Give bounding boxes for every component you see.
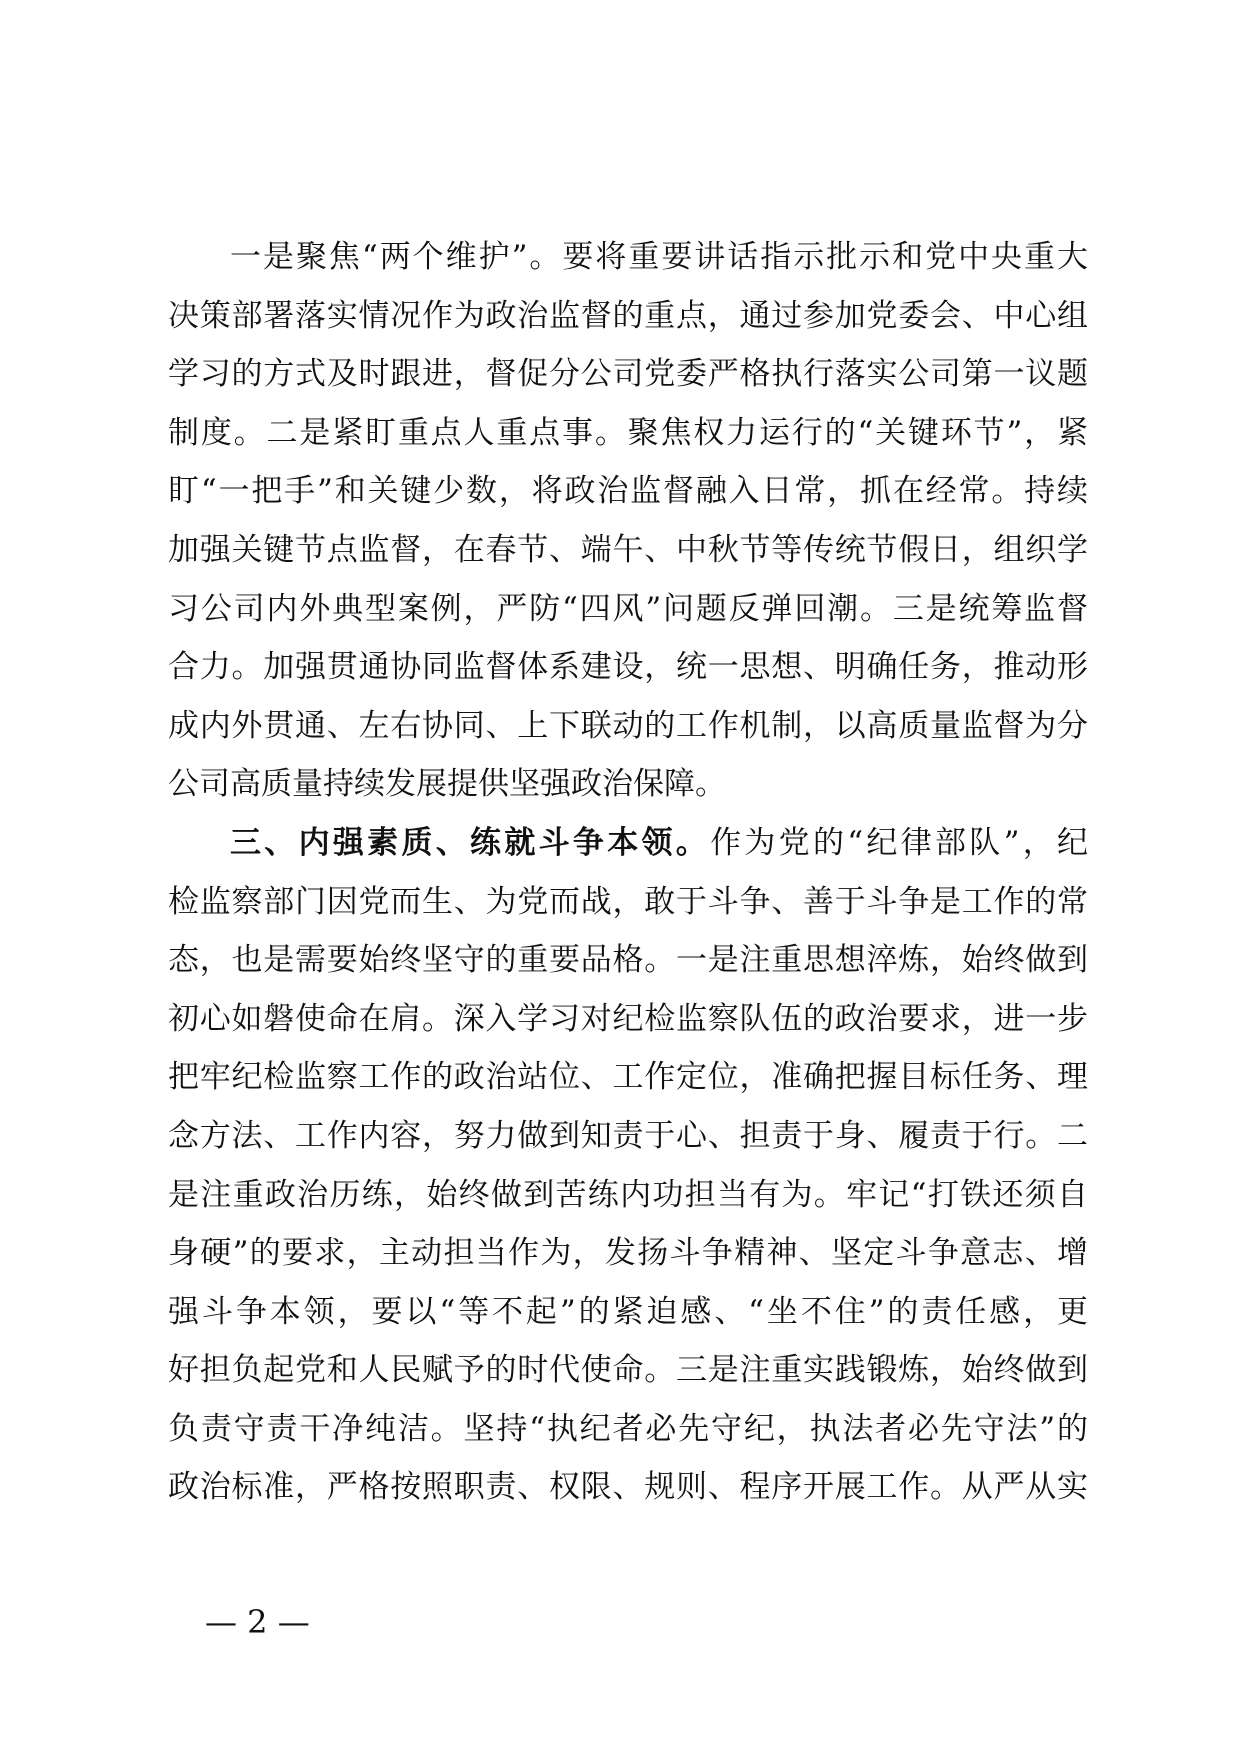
paragraph-2 <box>168 814 1088 1517</box>
text-line: 负责守责干净纯洁。坚持“执纪者必先守纪，执法者必先守法”的 <box>168 1410 1088 1447</box>
text-line: 盯“一把手”和关键少数，将政治监督融入日常，抓在经常。持续 <box>168 473 1088 510</box>
text-line: 合力。加强贯通协同监督体系建设，统一思想、明确任务，推动形 <box>168 649 1088 686</box>
text-line: 身硬”的要求，主动担当作为，发扬斗争精神、坚定斗争意志、增 <box>168 1235 1088 1272</box>
text-line: 态，也是需要始终坚守的重要品格。一是注重思想淬炼，始终做到 <box>168 942 1088 979</box>
section-heading: 三、内强素质、练就斗争本领。 <box>230 824 711 861</box>
text-line: 一是聚焦“两个维护”。要将重要讲话指示批示和党中央重大 <box>230 239 1088 275</box>
text-line: 强斗争本领，要以“等不起”的紧迫感、“坐不住”的责任感，更 <box>168 1293 1088 1330</box>
text-line: 念方法、工作内容，努力做到知责于心、担责于身、履责于行。二 <box>168 1117 1088 1154</box>
text-line: 制度。二是紧盯重点人重点事。聚焦权力运行的“关键环节”，紧 <box>168 414 1088 451</box>
heading-line-rest: 作为党的“纪律部队”，纪 <box>710 824 1088 861</box>
text-line: 是注重政治历练，始终做到苦练内功担当有为。牢记“打铁还须自 <box>168 1176 1088 1213</box>
text-line <box>168 814 1088 873</box>
text-line: 决策部署落实情况作为政治监督的重点，通过参加党委会、中心组 <box>168 297 1088 334</box>
text-line: 初心如磐使命在肩。深入学习对纪检监察队伍的政治要求，进一步 <box>168 1000 1088 1037</box>
text-line: 加强关键节点监督，在春节、端午、中秋节等传统节假日，组织学 <box>168 531 1088 568</box>
text-line: 政治标准，严格按照职责、权限、规则、程序开展工作。从严从实 <box>168 1469 1088 1506</box>
text-line: 学习的方式及时跟进，督促分公司党委严格执行落实公司第一议题 <box>168 356 1088 393</box>
text-line: 把牢纪检监察工作的政治站位、工作定位，准确把握目标任务、理 <box>168 1059 1088 1096</box>
page-number: — 2 — <box>205 1603 310 1641</box>
text-line: 公司高质量持续发展提供坚强政治保障。 <box>168 766 726 803</box>
body-text <box>168 228 1088 1517</box>
text-line: 好担负起党和人民赋予的时代使命。三是注重实践锻炼，始终做到 <box>168 1352 1088 1389</box>
text-line: 习公司内外典型案例，严防“四风”问题反弹回潮。三是统筹监督 <box>168 590 1088 627</box>
text-line: 检监察部门因党而生、为党而战，敢于斗争、善于斗争是工作的常 <box>168 883 1088 920</box>
paragraph-1 <box>168 228 1088 814</box>
text-line: 成内外贯通、左右协同、上下联动的工作机制，以高质量监督为分 <box>168 707 1088 744</box>
